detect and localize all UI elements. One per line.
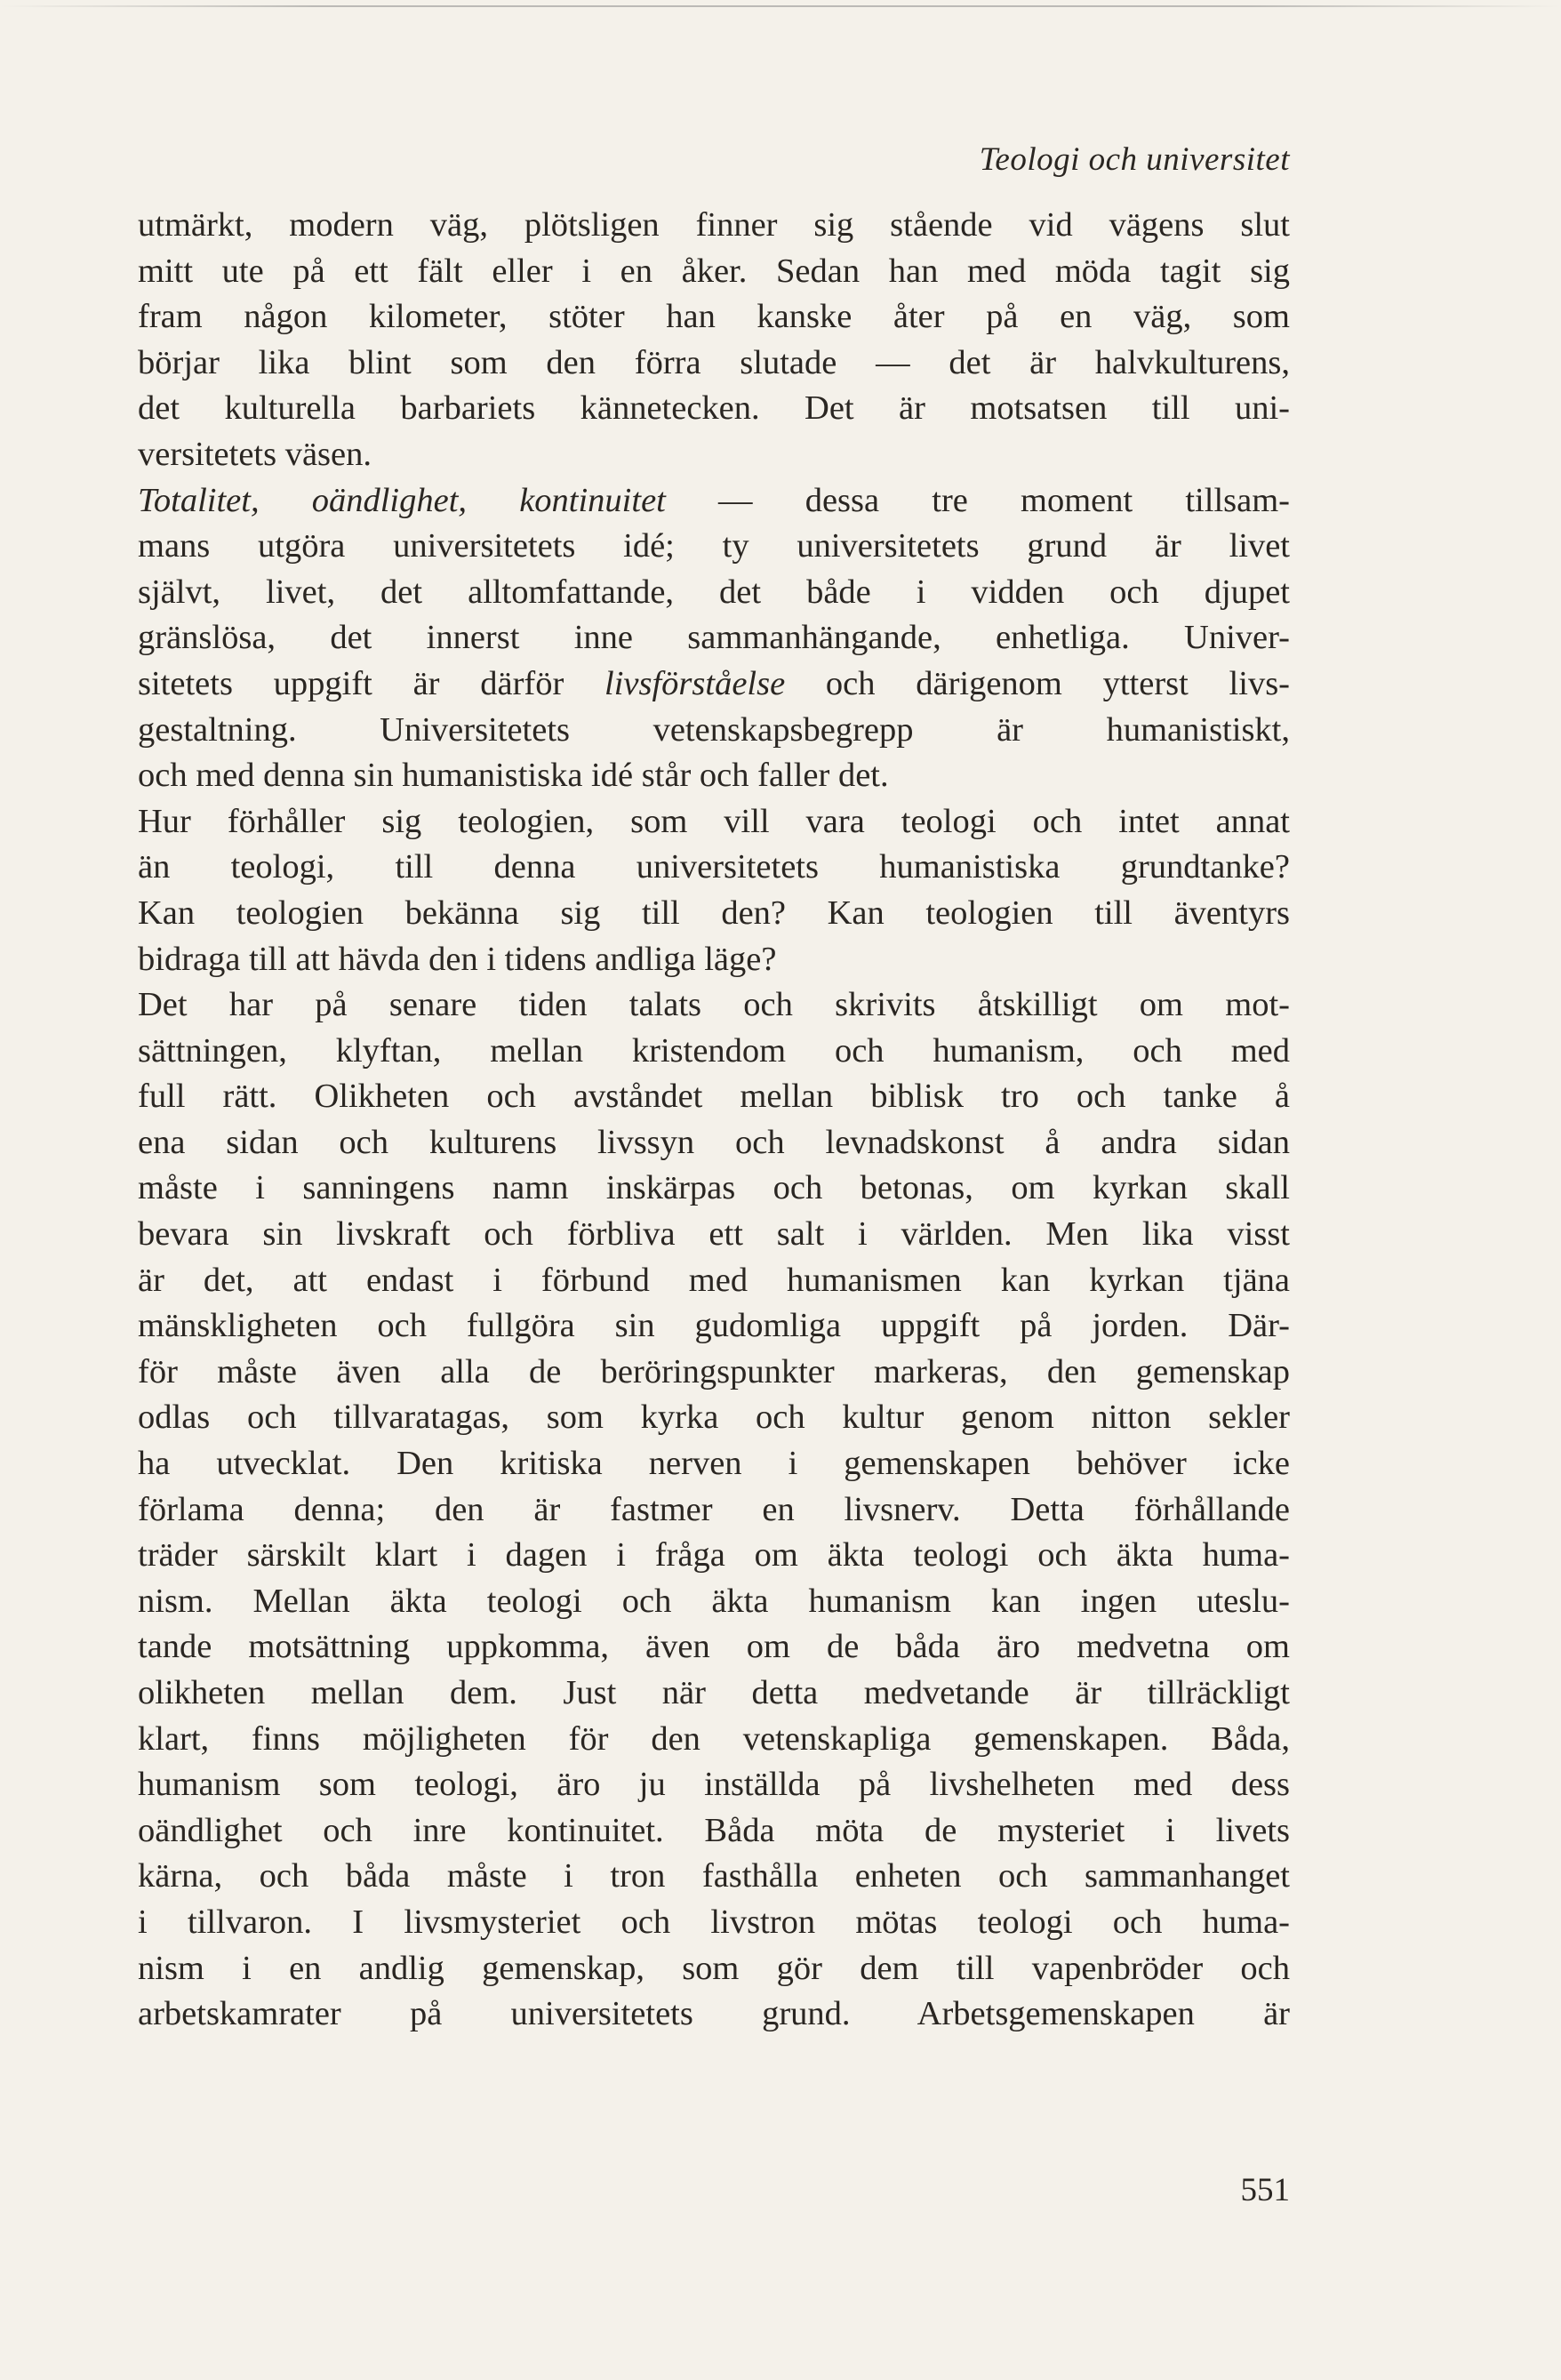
text-line: mans utgöra universitetets idé; ty universitetets grund är livet — [138, 527, 1290, 565]
text-line: arbetskamrater på universitetets grund. Arbetsgemenskapen är — [138, 1995, 1290, 2033]
emphasized-text: Totalitet, oändlighet, kontinuitet — [138, 481, 666, 519]
text-line: börjar lika blint som den förra slutade — det är halvkulturens, — [138, 343, 1290, 381]
text-line: än teologi, till denna universitetets humanistiska grundtanke? — [138, 848, 1290, 886]
text-line — [138, 478, 1290, 525]
text-line-segment: och därigenom ytterst livs- — [785, 664, 1290, 702]
text-line: sättningen, klyftan, mellan kristendom och humanism, och med — [138, 1031, 1290, 1070]
text-line: tande motsättning uppkomma, även om de båda äro medvetna om — [138, 1628, 1290, 1666]
text-line: i tillvaron. I livsmysteriet och livstron mötas teologi och huma- — [138, 1903, 1290, 1941]
text-line: självt, livet, det alltomfattande, det både i vidden och djupet — [138, 573, 1290, 611]
body-text — [138, 203, 1290, 2038]
text-line: det kulturella barbariets kännetecken. Det är motsatsen till uni- — [138, 389, 1290, 428]
text-line: gränslösa, det innerst inne sammanhängande, enhetliga. Univer- — [138, 619, 1290, 657]
text-line: Hur förhåller sig teologien, som vill vara teologi och intet annat — [138, 802, 1290, 840]
text-line: är det, att endast i förbund med humanismen kan kyrkan tjäna — [138, 1261, 1290, 1299]
text-line: träder särskilt klart i dagen i fråga om äkta teologi och äkta huma- — [138, 1536, 1290, 1575]
text-line: och med denna sin humanistiska idé står och faller det. — [138, 757, 889, 795]
text-line: olikheten mellan dem. Just när detta medvetande är tillräckligt — [138, 1674, 1290, 1711]
text-line: utmärkt, modern väg, plötsligen finner sig stående vid vägens slut — [138, 206, 1290, 244]
text-line-segment: — dessa tre moment tillsam- — [665, 481, 1290, 519]
text-line: kärna, och båda måste i tron fasthålla enheten och sammanhanget — [138, 1857, 1290, 1895]
text-line: förlama denna; den är fastmer en livsnerv. Detta förhållande — [138, 1490, 1290, 1528]
page-number: 551 — [1240, 2172, 1290, 2208]
scan-top-edge — [0, 5, 1561, 7]
text-line — [138, 661, 1290, 708]
text-line: mänskligheten och fullgöra sin gudomliga uppgift på jorden. Där- — [138, 1307, 1290, 1345]
text-line: måste i sanningens namn inskärpas och betonas, om kyrkan skall — [138, 1169, 1290, 1207]
text-line: versitetets väsen. — [138, 435, 372, 473]
text-line: bevara sin livskraft och förbliva ett salt i världen. Men lika visst — [138, 1215, 1290, 1254]
running-head: Teologi och universitet — [979, 141, 1290, 178]
text-line: klart, finns möjligheten för den vetenskapliga gemenskapen. Båda, — [138, 1719, 1290, 1758]
text-line: humanism som teologi, äro ju inställda på livshelheten med dess — [138, 1766, 1290, 1804]
text-line: Det har på senare tiden talats och skrivits åtskilligt om mot- — [138, 986, 1290, 1024]
text-line: nism. Mellan äkta teologi och äkta humanism kan ingen uteslu- — [138, 1582, 1290, 1620]
emphasized-text: livsförståelse — [604, 664, 786, 702]
text-line: ena sidan och kulturens livssyn och levnadskonst å andra sidan — [138, 1123, 1290, 1161]
text-line: ha utvecklat. Den kritiska nerven i gemenskapen behöver icke — [138, 1445, 1290, 1483]
text-line: oändlighet och inre kontinuitet. Båda möta de mysteriet i livets — [138, 1811, 1290, 1849]
text-line: bidraga till att hävda den i tidens andliga läge? — [138, 940, 777, 978]
text-line: för måste även alla de beröringspunkter markeras, den gemenskap — [138, 1352, 1290, 1390]
text-line: fram någon kilometer, stöter han kanske åter på en väg, som — [138, 298, 1290, 336]
text-line: nism i en andlig gemenskap, som gör dem till vapenbröder och — [138, 1949, 1290, 1987]
text-line: full rätt. Olikheten och avståndet mellan biblisk tro och tanke å — [138, 1078, 1290, 1116]
text-line: mitt ute på ett fält eller i en åker. Sedan han med möda tagit sig — [138, 252, 1290, 290]
text-line: gestaltning. Universitetets vetenskapsbegrepp är humanistiskt, — [138, 710, 1290, 749]
text-line: odlas och tillvaratagas, som kyrka och kultur genom nitton sekler — [138, 1398, 1290, 1437]
text-line: Kan teologien bekänna sig till den? Kan teologien till äventyrs — [138, 894, 1290, 932]
text-line-segment: sitetets uppgift är därför — [138, 664, 604, 702]
